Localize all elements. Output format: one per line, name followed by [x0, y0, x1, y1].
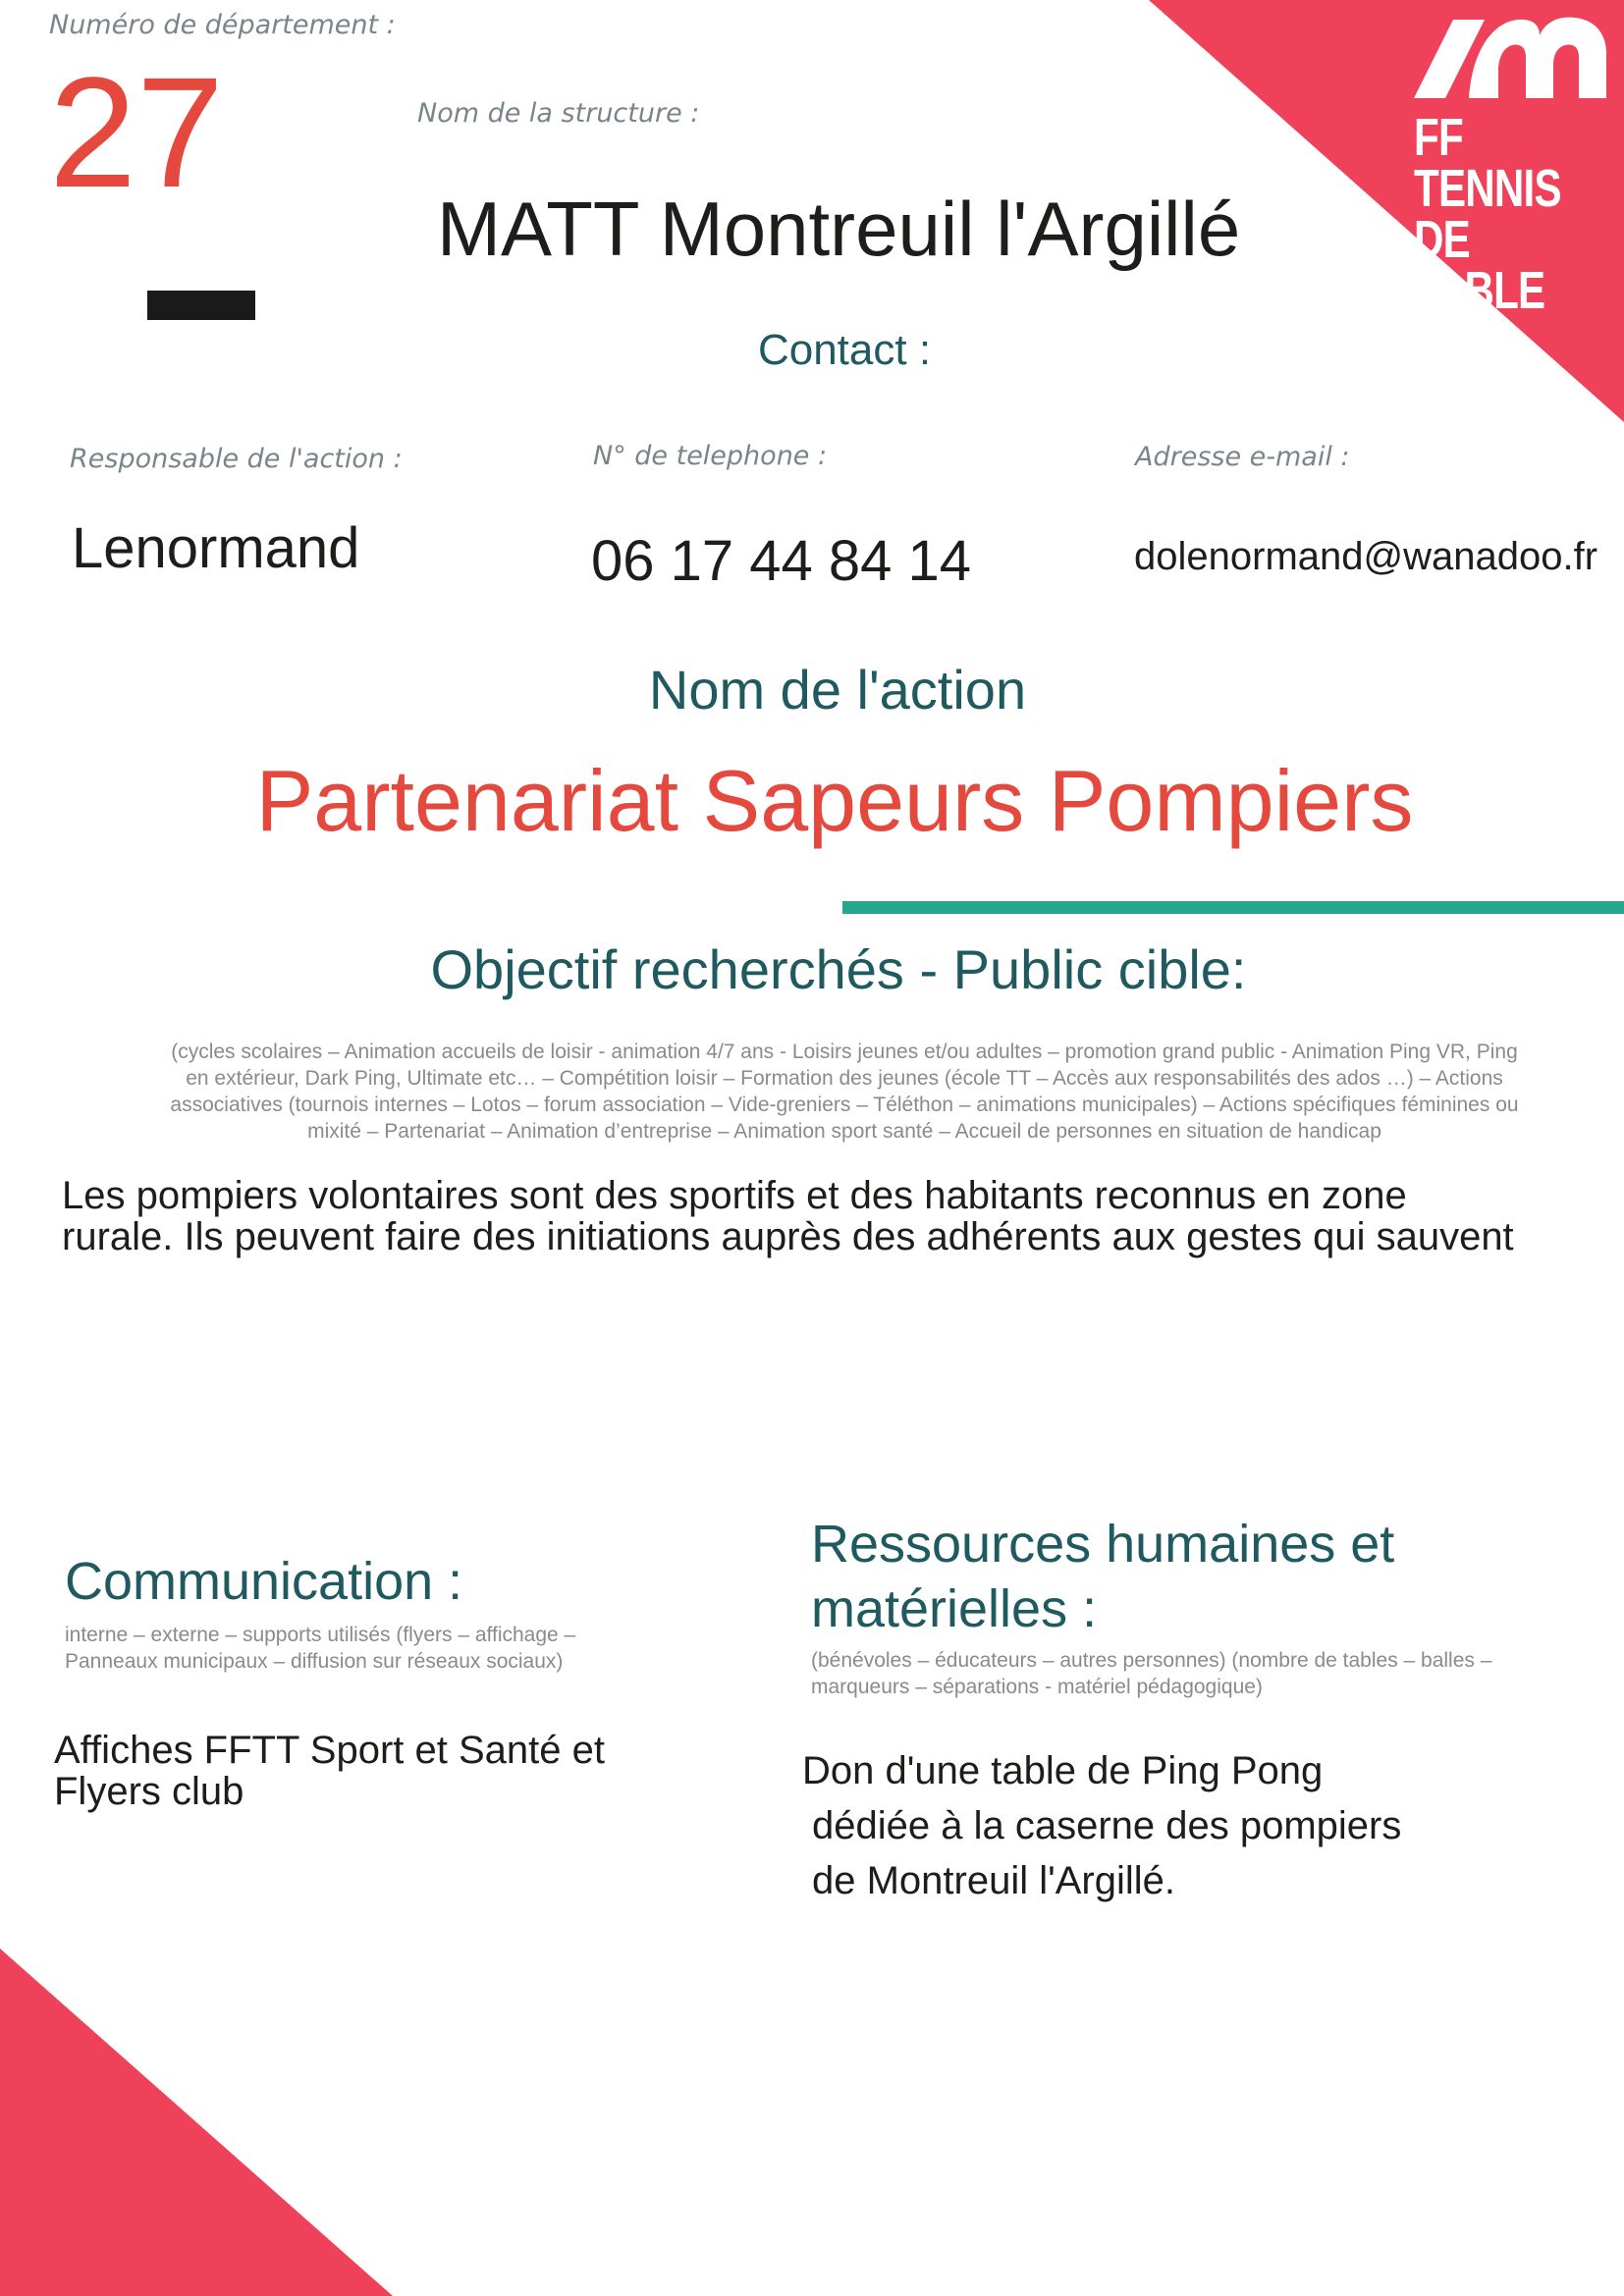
objectif-title: Objectif recherchés - Public cible: — [430, 938, 1247, 1000]
phone-value: 06 17 44 84 14 — [591, 529, 972, 593]
structure-label: Nom de la structure : — [417, 98, 700, 129]
divider-rule — [842, 901, 1624, 914]
logo-line-2: DE TABLE — [1414, 210, 1545, 320]
contact-title: Contact : — [757, 326, 932, 374]
structure-name: MATT Montreuil l'Argillé — [437, 186, 1241, 272]
objectif-hint: (cycles scolaires – Animation accueils de loisir - animation 4/7 ans - Loisirs jeunes et/ou adultes – promotion grand public - Animation Ping VR, Ping en extérieur, Dark Ping, Ultimate etc… – Compétition loisir – Formation des jeunes (école TT – Accès aux responsabilités des ados …) – Actions associatives (tournois internes – Lotos – forum association – Vide-greniers – Téléthon – animations municipales) – Actions spécifiques féminines ou mixité – Partenariat – Animation d’entreprise – Animation sport santé – Accueil de personnes en situation de handicap — [170, 1041, 1519, 1143]
communication-title: Communication : — [65, 1552, 463, 1611]
fftt-logo-icon — [1414, 14, 1610, 102]
ressources-body-line-1: Don d'une table de Ping Pong — [802, 1749, 1324, 1792]
department-number: 27 — [49, 44, 224, 220]
action-title: Nom de l'action — [648, 659, 1027, 721]
fftt-logo — [1414, 14, 1610, 320]
phone-label: N° de telephone : — [593, 441, 828, 471]
responsable-label: Responsable de l'action : — [70, 444, 403, 474]
communication-hint: interne – externe – supports utilisés (flyers – affichage – Panneaux municipaux – diffusion sur réseaux sociaux) — [65, 1624, 576, 1673]
corner-triangle-bottom-left — [0, 1949, 393, 2296]
department-label: Numéro de département : — [49, 10, 396, 40]
logo-line-1: FF TENNIS — [1414, 108, 1561, 218]
ressources-hint: (bénévoles – éducateurs – autres personnes) (nombre de tables – balles – marqueurs – séparations - matériel pédagogique) — [811, 1649, 1492, 1698]
objectif-body: Les pompiers volontaires sont des sportifs et des habitants reconnus en zone rurale. Ils peuvent faire des initiations auprès des adhérents aux gestes qui sauvent — [62, 1174, 1514, 1258]
email-value: dolenormand@wanadoo.fr — [1134, 535, 1598, 578]
responsable-value: Lenormand — [72, 516, 360, 580]
ressources-title: Ressources humaines et matérielles : — [811, 1515, 1395, 1638]
dash-bar — [147, 291, 255, 320]
ressources-body-line-3: de Montreuil l'Argillé. — [812, 1859, 1176, 1902]
action-name: Partenariat Sapeurs Pompiers — [255, 752, 1414, 849]
communication-body: Affiches FFTT Sport et Santé et Flyers club — [54, 1729, 605, 1813]
ressources-body — [802, 1743, 1509, 1908]
email-label: Adresse e-mail : — [1135, 442, 1350, 472]
ressources-body-line-2: dédiée à la caserne des pompiers — [812, 1804, 1402, 1847]
